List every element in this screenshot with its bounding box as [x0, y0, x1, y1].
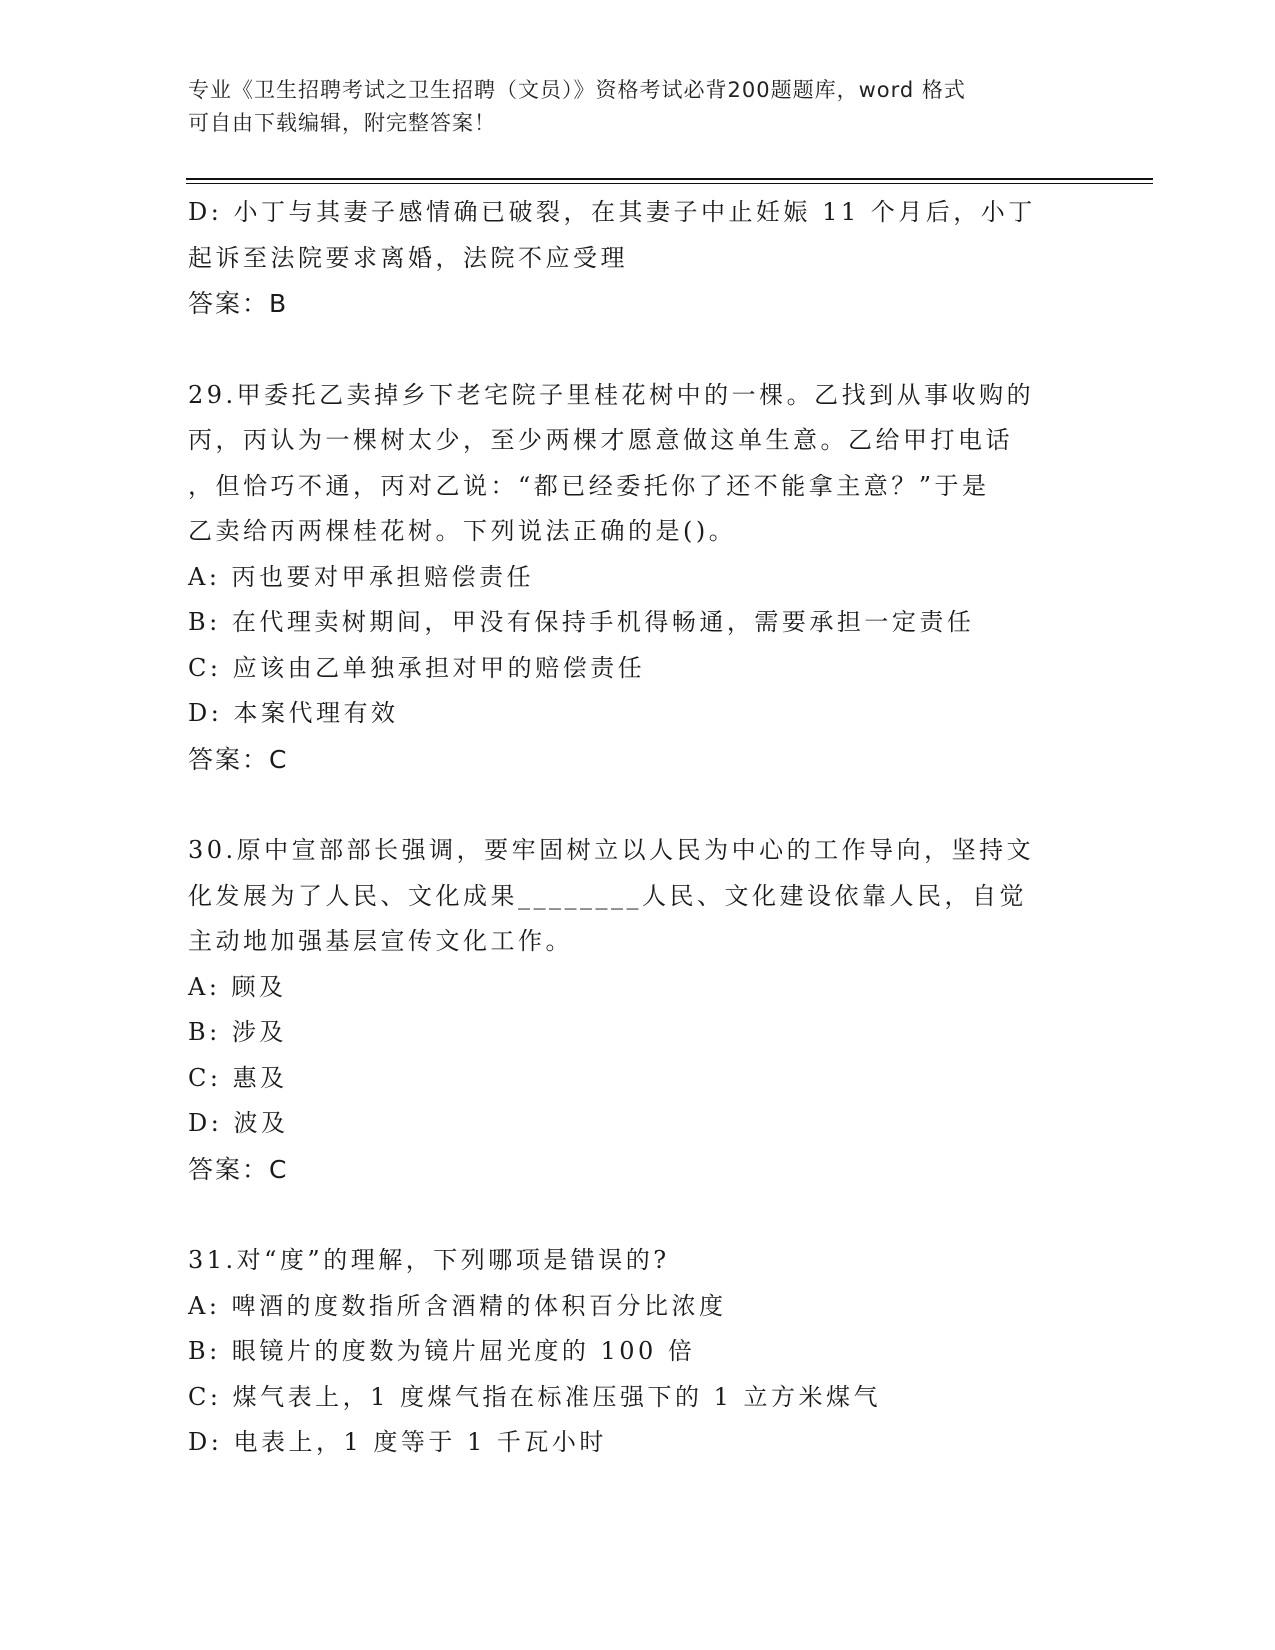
- question-stem-line: 31.对“度”的理解，下列哪项是错误的?: [188, 1246, 670, 1274]
- question-stem-line: 化发展为了人民、文化成果________人民、文化建设依靠人民，自觉: [188, 881, 1027, 910]
- header-divider-thick: [186, 178, 1153, 180]
- question-stem-line: 丙，丙认为一棵树太少，至少两棵才愿意做这单生意。乙给甲打电话: [188, 426, 1013, 454]
- question-stem-line: 主动地加强基层宣传文化工作。: [188, 927, 573, 955]
- question-31: [188, 1238, 1078, 1466]
- spacer: [188, 1192, 1078, 1238]
- option-d: D: 电表上，1 度等于 1 千瓦小时: [188, 1428, 607, 1456]
- question-30: [188, 828, 1078, 1192]
- option-a: A: 顾及: [188, 972, 287, 1001]
- answer-label: 答案：C: [188, 1154, 289, 1184]
- option-c: C: 惠及: [188, 1063, 288, 1092]
- header-title-line-2: 可自由下载编辑，附完整答案！: [188, 111, 496, 135]
- header-divider-thin: [186, 183, 1153, 184]
- document-header: [188, 74, 1088, 140]
- answer-label: 答案：B: [188, 289, 289, 318]
- option-c: C: 煤气表上，1 度煤气指在标准压强下的 1 立方米煤气: [188, 1382, 882, 1411]
- question-content: [188, 190, 1078, 1466]
- question-stem-line: ，但恰巧不通，丙对乙说：“都已经委托你了还不能拿主意？”于是: [188, 471, 990, 500]
- option-d-line-1: D: 小丁与其妻子感情确已破裂，在其妻子中止妊娠 11 个月后，小丁: [188, 198, 1036, 226]
- question-stem-line: 29.甲委托乙卖掉乡下老宅院子里桂花树中的一棵。乙找到从事收购的: [188, 380, 1035, 409]
- answer-label: 答案：C: [188, 744, 289, 774]
- option-a: A: 啤酒的度数指所含酒精的体积百分比浓度: [188, 1291, 727, 1320]
- question-stem-line: 乙卖给丙两棵桂花树。下列说法正确的是()。: [188, 517, 737, 545]
- option-b: B: 在代理卖树期间，甲没有保持手机得畅通，需要承担一定责任: [188, 608, 975, 636]
- option-d: D: 本案代理有效: [188, 699, 399, 727]
- option-b: B: 涉及: [188, 1018, 287, 1046]
- question-stem-line: 30.原中宣部部长强调，要牢固树立以人民为中心的工作导向，坚持文: [188, 836, 1035, 864]
- option-d-line-2: 起诉至法院要求离婚，法院不应受理: [188, 243, 628, 272]
- option-b: B: 眼镜片的度数为镜片屈光度的 100 倍: [188, 1337, 696, 1365]
- option-a: A: 丙也要对甲承担赔偿责任: [188, 562, 535, 591]
- question-29: [188, 373, 1078, 783]
- header-title-line-1: 专业《卫生招聘考试之卫生招聘（文员）》资格考试必背200题题库，word 格式: [188, 78, 966, 102]
- question-28: [188, 190, 1078, 327]
- option-c: C: 应该由乙单独承担对甲的赔偿责任: [188, 653, 646, 682]
- option-d: D: 波及: [188, 1109, 289, 1137]
- spacer: [188, 327, 1078, 373]
- spacer: [188, 782, 1078, 828]
